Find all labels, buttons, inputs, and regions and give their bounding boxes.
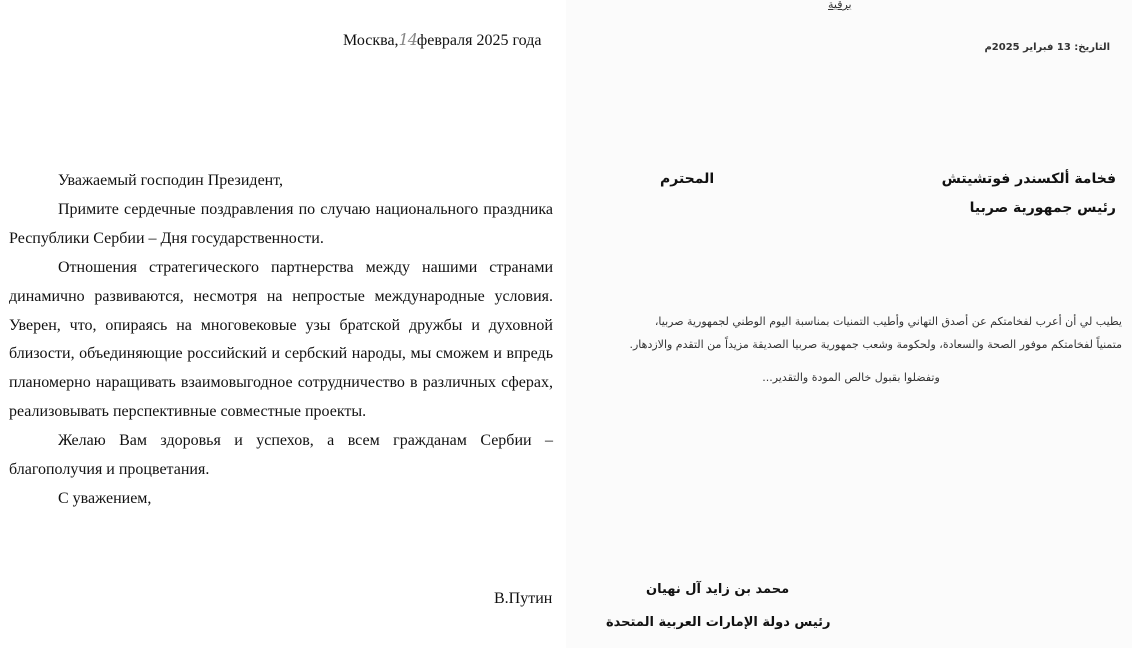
honorific: المحترم [660,171,715,187]
signature: В.Путин [494,590,553,607]
message-closing: وتفضلوا بقبول خالص المودة والتقدير... [762,371,940,384]
addressee-title: رئيس جمهورية صربيا [969,200,1116,216]
message-body [580,310,1122,389]
letter-place-date [343,30,541,50]
letter-date: التاريخ: 13 فبراير 2025م [984,42,1110,53]
signer-name: محمد بن زايد آل نهيان [646,582,790,597]
handwritten-day: 14 [398,30,417,49]
place-date-rest: февраля 2025 года [416,32,542,49]
signer-title: رئيس دولة الإمارات العربية المتحدة [606,615,831,630]
message-line: متمنياً لفخامتكم موفور الصحة والسعادة، ولحكومة وشعب جمهورية صربيا الصديقة مزيداً من التقدم والازدهار. [629,338,1122,351]
closing: С уважением, [58,489,152,507]
message-line: يطيب لي أن أعرب لفخامتكم عن أصدق التهاني وأطيب التمنيات بمناسبة اليوم الوطني لجمهورية صربيا، [654,315,1122,328]
paragraph-partnership: Отношения стратегического партнерства между нашими странами динамично развиваются, несмотря на непростые международные условия. Уверен, что, опираясь на многовековые узы братской дружбы и духовной близости, объединяющие российский и сербский народы, мы сможем и впредь планомерно наращивать взаимовыгодное сотрудничество в различных сферах, реализовывать перспективные совместные проекты. [9,258,553,421]
salutation: Уважаемый господин Президент, [58,172,284,189]
telegram-header: برقية [828,0,852,11]
place-city: Москва, [343,32,399,49]
paragraph-wishes: Желаю Вам здоровья и успехов, а всем гражданам Сербии – благополучия и процветания. [9,432,553,479]
paragraph-congratulations: Примите сердечные поздравления по случаю национального праздника Республики Сербии – Дня государственности. [9,200,553,247]
letter-body [9,167,553,514]
arabic-letter [566,0,1132,648]
addressee-name: فخامة ألكسندر فوتشيتش [941,171,1116,187]
